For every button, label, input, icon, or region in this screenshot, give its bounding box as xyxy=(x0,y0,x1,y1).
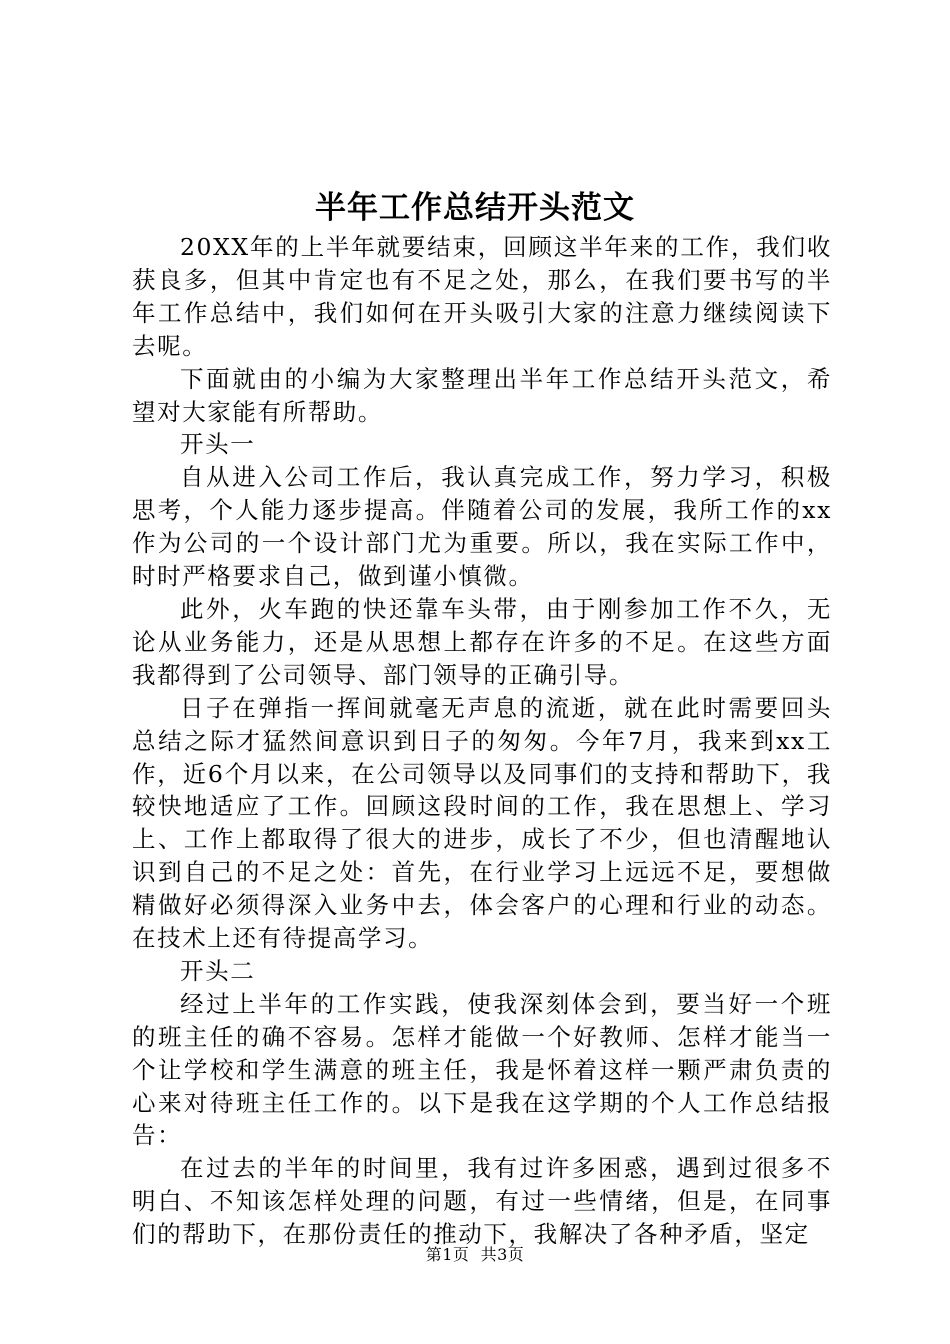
paragraph: 20XX年的上半年就要结束，回顾这半年来的工作，我们收获良多，但其中肯定也有不足之处，那么，在我们要书写的半年工作总结中，我们如何在开头吸引大家的注意力继续阅读下去呢。 xyxy=(132,233,832,360)
footer-separator xyxy=(469,1245,480,1264)
page-number: 第1页 xyxy=(425,1245,470,1264)
paragraph: 经过上半年的工作实践，使我深刻体会到，要当好一个班的班主任的确不容易。怎样才能做一个好教师、怎样才能当一个让学校和学生满意的班主任，我是怀着这样一颗严肃负责的心来对待班主任工作的。以下是我在这学期的个人工作总结报告： xyxy=(132,989,832,1150)
document-title: 半年工作总结开头范文 xyxy=(315,190,635,226)
paragraph: 自从进入公司工作后，我认真完成工作，努力学习，积极思考，个人能力逐步提高。伴随着公司的发展，我所工作的xx作为公司的一个设计部门尤为重要。所以，我在实际工作中，时时严格要求自己，做到谨小慎微。 xyxy=(132,463,832,591)
paragraph: 下面就由的小编为大家整理出半年工作总结开头范文，希望对大家能有所帮助。 xyxy=(132,364,832,426)
paragraph: 此外，火车跑的快还靠车头带，由于刚参加工作不久，无论从业务能力，还是从思想上都存在许多的不足。在这些方面我都得到了公司领导、部门领导的正确引导。 xyxy=(132,594,832,689)
section-heading: 开头二 xyxy=(180,956,256,985)
page-footer xyxy=(0,1244,950,1266)
page-total: 共3页 xyxy=(480,1245,525,1264)
paragraph: 在过去的半年的时间里，我有过许多困惑，遇到过很多不明白、不知该怎样处理的问题，有过一些情绪，但是，在同事们的帮助下，在那份责任的推动下，我解决了各种矛盾，坚定 xyxy=(132,1154,832,1249)
section-heading: 开头一 xyxy=(180,430,256,459)
paragraph: 日子在弹指一挥间就毫无声息的流逝，就在此时需要回头总结之际才猛然间意识到日子的匆匆。今年7月，我来到xx工作，近6个月以来，在公司领导以及同事们的支持和帮助下，我较快地适应了工作。回顾这段时间的工作，我在思想上、学习上、工作上都取得了很大的进步，成长了不少，但也清醒地认识到自己的不足之处：首先，在行业学习上远远不足，要想做精做好必须得深入业务中去，体会客户的心理和行业的动态。在技术上还有待提高学习。 xyxy=(132,693,832,953)
document-body xyxy=(132,231,832,1251)
